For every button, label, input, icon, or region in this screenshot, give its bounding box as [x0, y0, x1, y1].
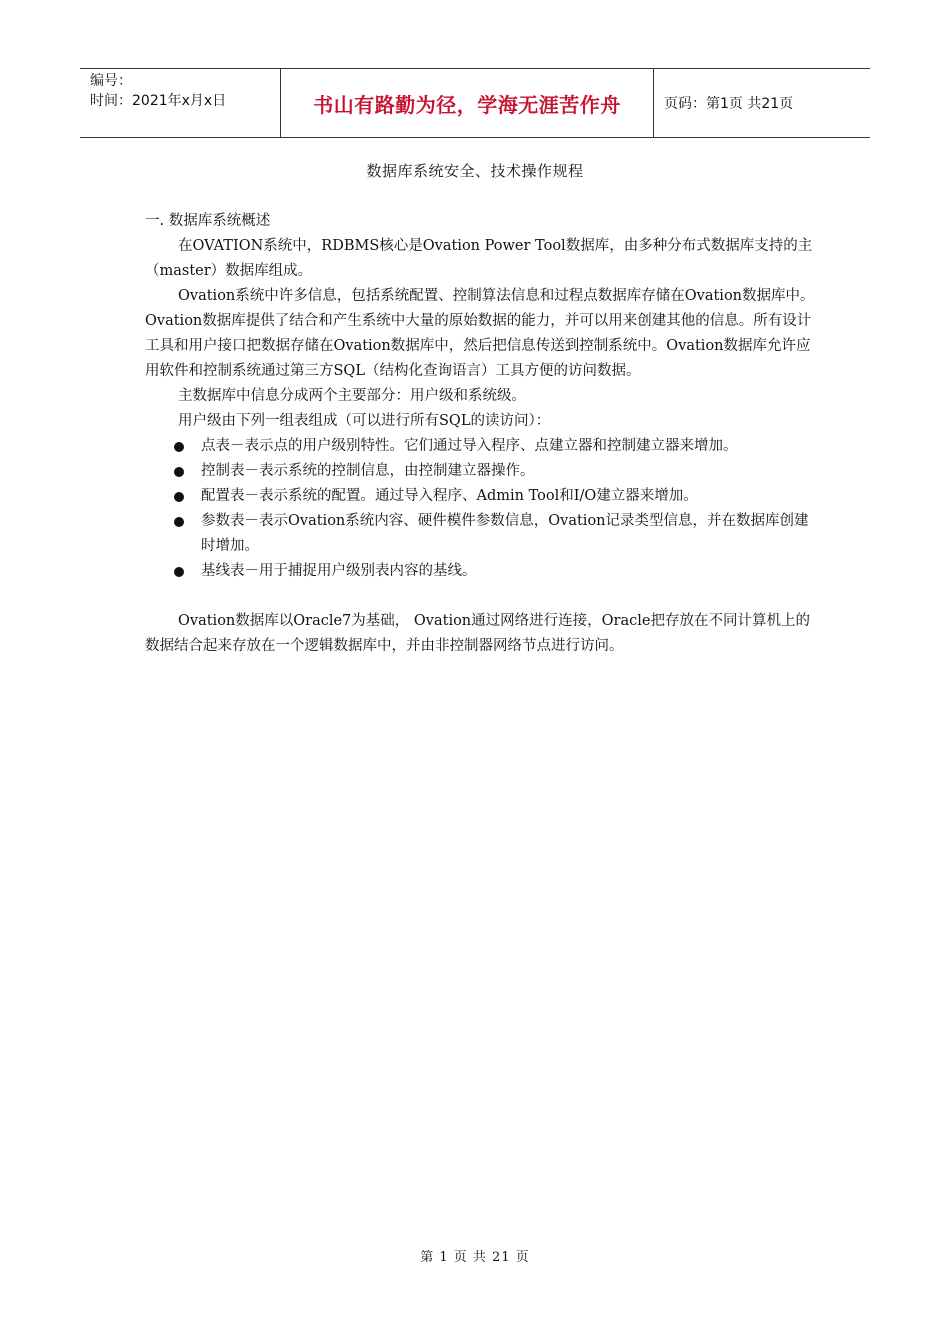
- paragraph: 在OVATION系统中，RDBMS核心是Ovation Power Tool数据库，由多种分布式数据库支持的主（master）数据库组成。: [145, 238, 813, 279]
- section-heading: 一. 数据库系统概述: [145, 213, 271, 229]
- list-item: [145, 509, 817, 559]
- header-meta-cell: [80, 69, 281, 137]
- list-item-text: 点表－表示点的用户级别特性。它们通过导入程序、点建立器和控制建立器来增加。: [201, 438, 738, 454]
- list-item-text: 参数表－表示Ovation系统内容、硬件模件参数信息，Ovation记录类型信息，并在数据库创建时增加。: [201, 513, 809, 554]
- bullet-dot-icon: [174, 467, 184, 477]
- table-list: [145, 434, 817, 584]
- list-item: [145, 434, 817, 459]
- paragraph: 主数据库中信息分成两个主要部分：用户级和系统级。: [178, 388, 526, 404]
- page-footer: 第 1 页 共 21 页: [420, 1250, 530, 1265]
- list-item-text: 配置表－表示系统的配置。通过导入程序、Admin Tool和I/O建立器来增加。: [201, 488, 698, 504]
- bullet-dot-icon: [174, 442, 184, 452]
- bullet-dot-icon: [174, 517, 184, 527]
- closing-paragraph: Ovation数据库以Oracle7为基础， Ovation通过网络进行连接，Oracle把存放在不同计算机上的数据结合起来存放在一个逻辑数据库中，并由非控制器网络节点进行访问。: [145, 613, 810, 654]
- document-body: [145, 209, 817, 659]
- header-motto: 书山有路勤为径，学海无涯苦作舟: [281, 69, 654, 137]
- document-header: [80, 68, 870, 138]
- list-item-text: 控制表－表示系统的控制信息，由控制建立器操作。: [201, 463, 535, 479]
- paragraph: 用户级由下列一组表组成（可以进行所有SQL的读访问）：: [178, 413, 551, 429]
- list-item-text: 基线表－用于捕捉用户级别表内容的基线。: [201, 563, 477, 579]
- header-page-info: 页码：第1页 共21页: [664, 96, 794, 112]
- bullet-dot-icon: [174, 492, 184, 502]
- list-item: [145, 459, 817, 484]
- spacer: [145, 584, 817, 609]
- document-title: 数据库系统安全、技术操作规程: [366, 162, 584, 180]
- list-item: [145, 559, 817, 584]
- paragraph: Ovation系统中许多信息，包括系统配置、控制算法信息和过程点数据库存储在Ovation数据库中。Ovation数据库提供了结合和产生系统中大量的原始数据的能力，并可以用来创建其他的信息。所有设计工具和用户接口把数据存储在Ovation数据库中，然后把信息传送到控制系统中。Ovation数据库允许应用软件和控制系统通过第三方SQL（结构化查询语言）工具方便的访问数据。: [145, 288, 815, 379]
- number-label: 编号：: [90, 73, 132, 89]
- date-label: 时间：2021年x月x日: [90, 93, 227, 109]
- list-item: [145, 484, 817, 509]
- bullet-dot-icon: [174, 567, 184, 577]
